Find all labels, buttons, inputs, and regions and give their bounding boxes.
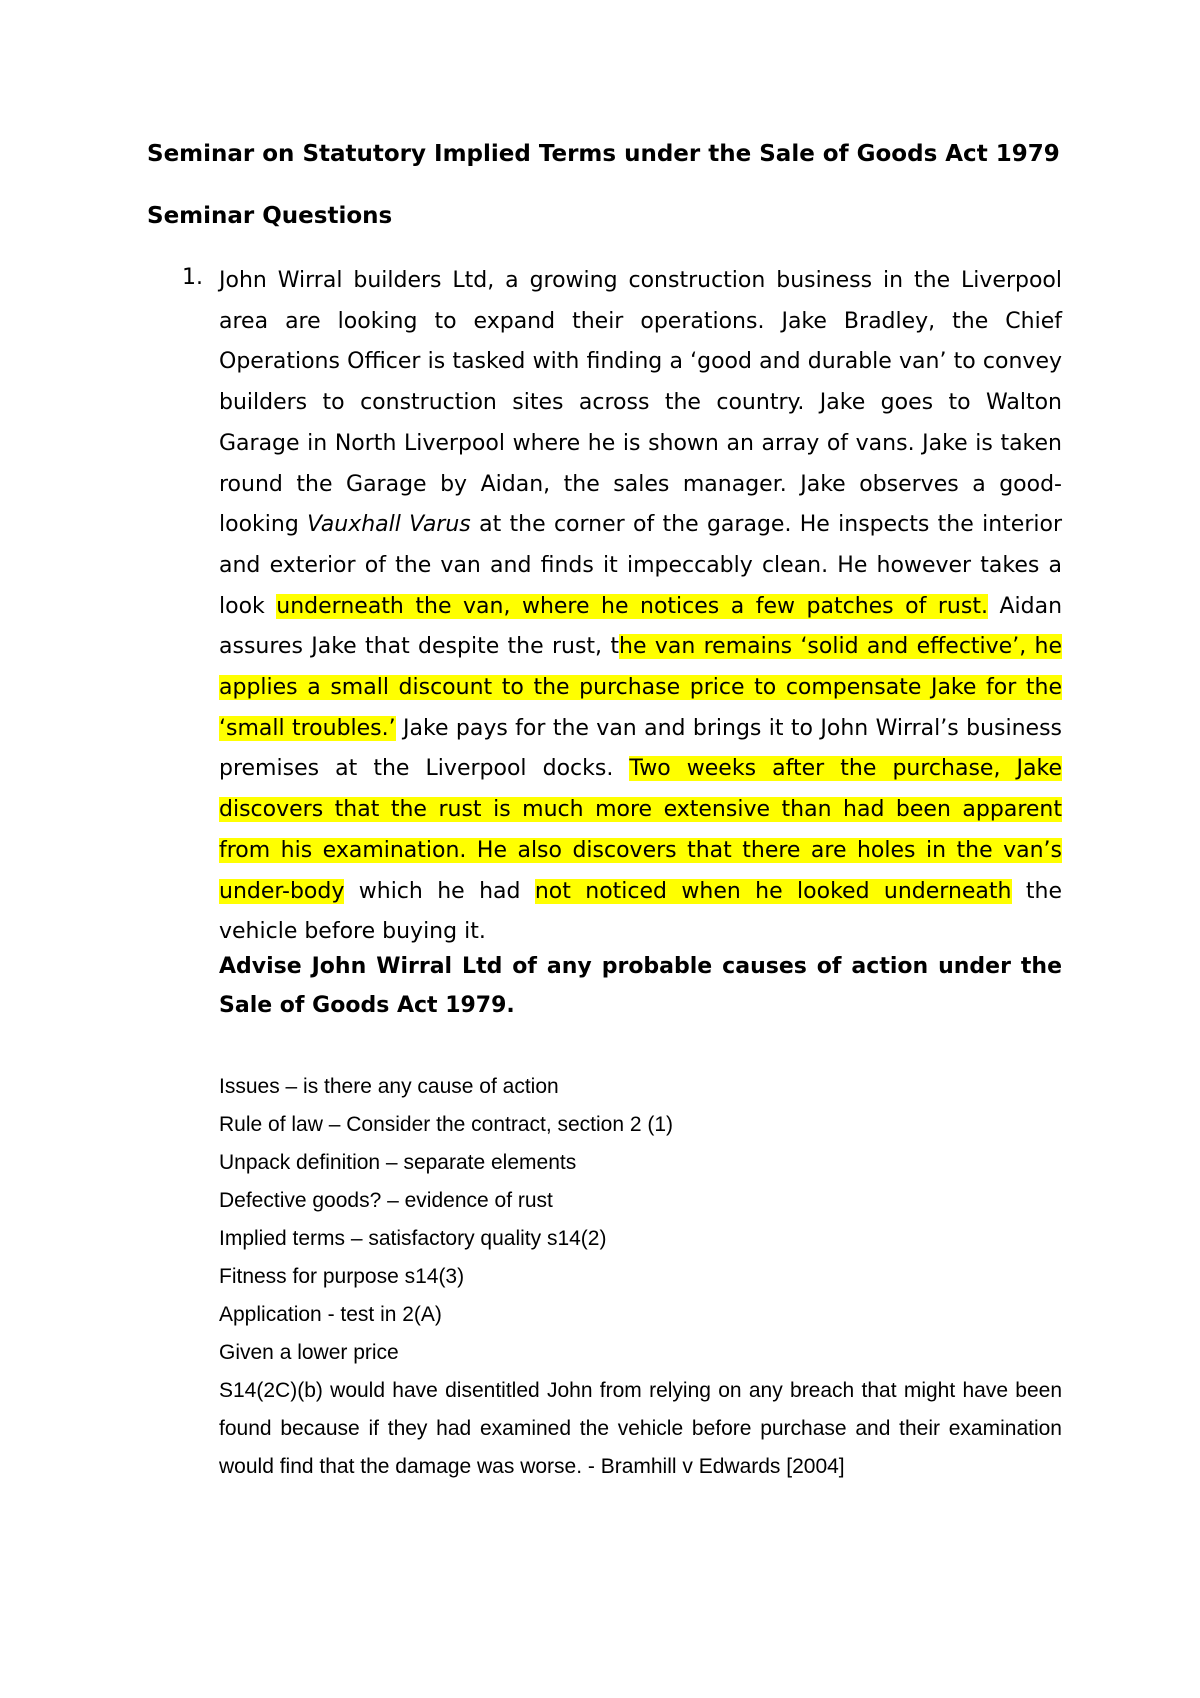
section-heading: Seminar Questions xyxy=(147,203,393,229)
answer-notes xyxy=(219,1068,1062,1486)
note-item: Unpack definition – separate elements xyxy=(219,1151,577,1174)
question-text-segment: Jake pays for the van and brings it to John Wirral’s business premises at the Liverpool docks. xyxy=(219,715,1062,782)
note-item: Implied terms – satisfactory quality s14(2) xyxy=(219,1227,607,1250)
highlighted-text: he van remains ‘solid and effective’, he applies a small discount to the purchase price to compensate Jake for the ‘small troubles.’ xyxy=(219,634,1062,741)
question-text-segment: which he had xyxy=(344,878,535,904)
note-item: Issues – is there any cause of action xyxy=(219,1075,559,1098)
highlighted-text: Two weeks after the purchase, Jake discovers that the rust is much more extensive than had been apparent from his examination. He also discovers that there are holes in the van’s under-body xyxy=(219,756,1062,904)
question-text xyxy=(219,261,1062,953)
highlighted-text: underneath the van, where he notices a few patches of rust. xyxy=(276,593,988,619)
question-text-segment: John Wirral builders Ltd, a growing construction business in the Liverpool area are looking to expand their operations. Jake Bradley, the Chief Operations Officer is tasked with finding a ‘good and durable van’ to convey builders to construction sites across the country. Jake goes to Walton Garage in North Liverpool where he is shown an array of vans. Jake is taken round the Garage by Aidan, the sales manager. Jake observes a good-looking xyxy=(219,268,1062,538)
question-text-segment: Aidan assures Jake that despite the rust, t xyxy=(219,593,1063,660)
document-title: Seminar on Statutory Implied Terms under the Sale of Goods Act 1979 xyxy=(147,141,1060,167)
question-text-segment: at the corner of the garage. He inspects the interior and exterior of the van and finds it impeccably clean. He however takes a look xyxy=(219,512,1062,619)
question-number: 1. xyxy=(182,265,203,290)
note-item: Defective goods? – evidence of rust xyxy=(219,1189,553,1212)
note-item: Rule of law – Consider the contract, section 2 (1) xyxy=(219,1113,674,1136)
highlighted-text: not noticed when he looked underneath xyxy=(534,878,1012,904)
question-text-segment: the vehicle before buying it. xyxy=(219,878,1062,945)
vehicle-model-name: Vauxhall Varus xyxy=(307,512,471,538)
note-item: Application - test in 2(A) xyxy=(219,1303,442,1326)
note-item: S14(2C)(b) would have disentitled John from relying on any breach that might have been found because if they had examined the vehicle before purchase and their examination would find that the damage was worse. - Bramhill v Edwards [2004] xyxy=(219,1379,1062,1478)
question-prompt: Advise John Wirral Ltd of any probable causes of action under the Sale of Goods Act 1979. xyxy=(219,954,1062,1018)
note-item: Given a lower price xyxy=(219,1341,399,1364)
note-item: Fitness for purpose s14(3) xyxy=(219,1265,465,1288)
